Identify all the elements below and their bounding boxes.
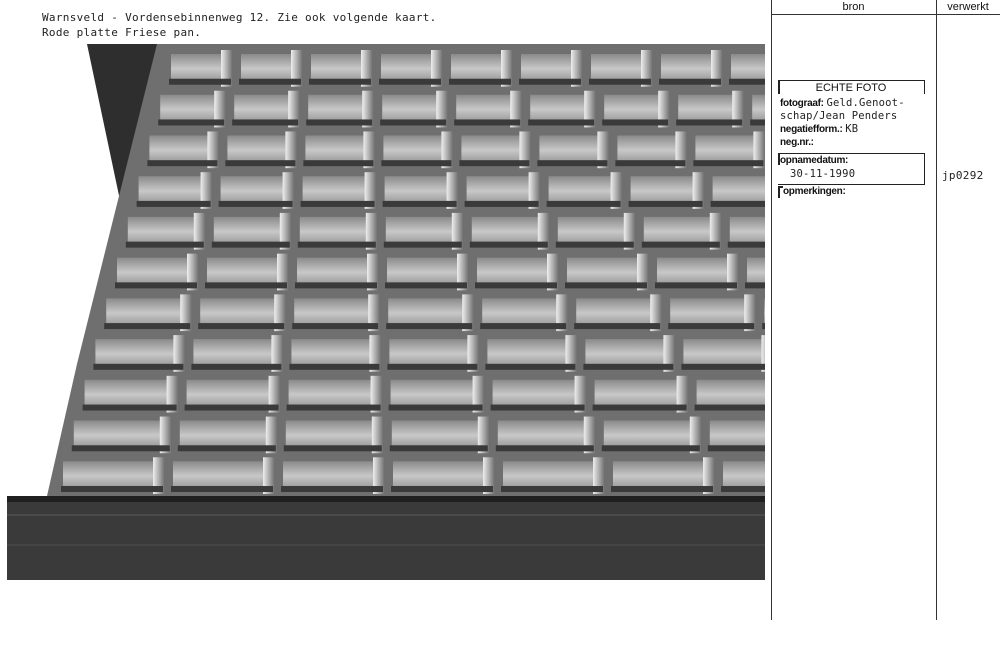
tile-shadow xyxy=(745,282,765,288)
roof-tile xyxy=(477,258,549,285)
column-divider-right xyxy=(936,0,937,620)
tile-shadow xyxy=(126,242,204,248)
roof-tile xyxy=(200,298,276,325)
tile-shadow xyxy=(115,282,197,288)
opnamedatum-label: opnamedatum: xyxy=(780,155,849,166)
tile-shadow xyxy=(72,445,170,451)
tile-shadow xyxy=(491,405,585,411)
tile-shadow xyxy=(284,445,382,451)
tile-shadow xyxy=(459,160,529,166)
tile-shadow xyxy=(496,445,594,451)
roof-tile xyxy=(382,95,438,122)
tile-shadow xyxy=(281,486,383,492)
roof-tile xyxy=(381,54,433,81)
tile-grid xyxy=(61,50,765,494)
roof-tile xyxy=(467,176,531,203)
tile-shadow xyxy=(390,445,488,451)
roof-tile xyxy=(297,258,369,285)
roof-tile xyxy=(657,258,729,285)
roof-tile xyxy=(683,339,763,366)
tile-shadow xyxy=(485,364,575,370)
tile-shadow xyxy=(380,119,446,125)
roof-tile xyxy=(180,421,268,448)
negnr-row xyxy=(780,137,814,149)
roof-tiles-image xyxy=(7,44,765,580)
roof-tile xyxy=(149,135,209,162)
tile-shadow xyxy=(729,79,765,85)
roof-tile xyxy=(723,461,765,488)
header-rule xyxy=(771,14,1000,15)
roof-tile xyxy=(713,176,765,203)
tile-shadow xyxy=(379,79,441,85)
tile-shadow xyxy=(708,445,765,451)
roof-tile xyxy=(503,461,595,488)
stamp-header: ECHTE FOTO xyxy=(778,80,925,94)
opnamedatum-value: 30-11-1990 xyxy=(790,168,856,180)
roof-tile xyxy=(591,54,643,81)
roof-tile xyxy=(631,176,695,203)
roof-tile xyxy=(391,380,475,407)
tile-shadow xyxy=(225,160,295,166)
negatiefform-label: negatiefform.: xyxy=(780,124,843,135)
roof-tiles-photo xyxy=(7,44,765,580)
roof-tile xyxy=(730,217,765,244)
tile-shadow xyxy=(383,201,457,207)
tile-shadow xyxy=(158,119,224,125)
roof-tile xyxy=(482,298,558,325)
tile-shadow xyxy=(602,119,668,125)
tile-shadow xyxy=(676,119,742,125)
gutter-board xyxy=(7,496,765,580)
tile-shadow xyxy=(198,323,284,329)
roof-tile xyxy=(472,217,540,244)
fotograaf-label: fotograaf: xyxy=(780,98,824,109)
tile-shadow xyxy=(470,242,548,248)
roof-tile xyxy=(595,380,679,407)
fotograaf-value: Geld.Genoot- xyxy=(826,97,905,109)
tile-shadow xyxy=(289,364,379,370)
tile-shadow xyxy=(519,79,581,85)
opmerkingen-label: opmerkingen: xyxy=(783,186,846,197)
tile-shadow xyxy=(475,282,557,288)
column-header-verwerkt: verwerkt xyxy=(947,1,989,13)
roof-tile xyxy=(585,339,665,366)
roof-tile xyxy=(385,176,449,203)
tile-shadow xyxy=(93,364,183,370)
roof-tile xyxy=(493,380,577,407)
roof-tile xyxy=(305,135,365,162)
tile-shadow xyxy=(695,405,765,411)
roof-tile xyxy=(392,421,480,448)
roof-tile xyxy=(234,95,290,122)
tile-shadow xyxy=(219,201,293,207)
gutter-edge xyxy=(7,496,765,502)
tile-shadow xyxy=(681,364,765,370)
opmerkingen-bracket xyxy=(778,186,780,198)
roof-tile xyxy=(747,258,765,285)
fotograaf-value-continued: schap/Jean Penders xyxy=(780,110,898,122)
roof-tile xyxy=(498,421,586,448)
tile-shadow xyxy=(711,201,765,207)
roof-tile xyxy=(617,135,677,162)
tile-shadow xyxy=(232,119,298,125)
caption-line-1: Warnsveld - Vordensebinnenweg 12. Zie ook volgende kaart. xyxy=(42,11,437,24)
roof-tile xyxy=(710,421,765,448)
roof-tile xyxy=(283,461,375,488)
roof-tile xyxy=(286,421,374,448)
tile-shadow xyxy=(659,79,721,85)
tile-shadow xyxy=(147,160,217,166)
tile-shadow xyxy=(385,282,467,288)
opmerkingen-row xyxy=(783,186,846,198)
tile-shadow xyxy=(583,364,673,370)
roof-tile xyxy=(521,54,573,81)
roof-tile xyxy=(697,380,765,407)
roof-tile xyxy=(193,339,273,366)
tile-shadow xyxy=(295,282,377,288)
negatiefform-value: KB xyxy=(845,123,859,135)
roof-tile xyxy=(613,461,705,488)
roof-tile xyxy=(187,380,271,407)
roof-tile xyxy=(106,298,182,325)
tile-shadow xyxy=(212,242,290,248)
roof-tile xyxy=(241,54,293,81)
roof-tile xyxy=(604,421,692,448)
tile-shadow xyxy=(589,79,651,85)
verwerkt-code: jp0292 xyxy=(942,169,984,182)
tile-shadow xyxy=(239,79,301,85)
opnamedatum-value-row xyxy=(790,168,855,181)
negatiefform-row xyxy=(780,123,858,136)
negnr-label: neg.nr.: xyxy=(780,137,814,148)
tile-shadow xyxy=(668,323,754,329)
tile-shadow xyxy=(287,405,381,411)
tile-shadow xyxy=(655,282,737,288)
roof-tile xyxy=(389,339,469,366)
roof-tile xyxy=(63,461,155,488)
roof-tile xyxy=(117,258,189,285)
caption xyxy=(42,10,437,40)
tile-shadow xyxy=(381,160,451,166)
roof-tile xyxy=(764,298,765,325)
roof-tile xyxy=(160,95,216,122)
roof-tile xyxy=(604,95,660,122)
tile-shadow xyxy=(574,323,660,329)
roof-tile xyxy=(539,135,599,162)
tile-shadow xyxy=(178,445,276,451)
opnamedatum-row xyxy=(780,155,848,167)
roof-tile xyxy=(456,95,512,122)
roof-tile xyxy=(644,217,712,244)
roof-tile xyxy=(74,421,162,448)
tile-shadow xyxy=(386,323,472,329)
gutter-texture xyxy=(7,514,765,516)
tile-shadow xyxy=(528,119,594,125)
fotograaf-row xyxy=(780,97,905,110)
tile-shadow xyxy=(384,242,462,248)
caption-line-2: Rode platte Friese pan. xyxy=(42,26,202,39)
roof-tile xyxy=(308,95,364,122)
tile-shadow xyxy=(480,323,566,329)
roof-tile xyxy=(576,298,652,325)
roof-tile xyxy=(95,339,175,366)
roof-tile xyxy=(85,380,169,407)
tile-shadow xyxy=(611,486,713,492)
tile-shadow xyxy=(721,486,765,492)
roof-tile xyxy=(289,380,373,407)
roof-tile xyxy=(303,176,367,203)
tile-shadow xyxy=(693,160,763,166)
roof-tile xyxy=(128,217,196,244)
roof-tile xyxy=(383,135,443,162)
tile-shadow xyxy=(449,79,511,85)
roof-tile xyxy=(487,339,567,366)
tile-shadow xyxy=(750,119,765,125)
tile-shadow xyxy=(137,201,211,207)
tile-shadow xyxy=(171,486,273,492)
fotograaf-row-continued xyxy=(780,110,897,123)
tile-shadow xyxy=(465,201,539,207)
roof-tile xyxy=(461,135,521,162)
tile-shadow xyxy=(565,282,647,288)
roof-tile xyxy=(752,95,765,122)
tile-shadow xyxy=(61,486,163,492)
roof-tile xyxy=(171,54,223,81)
roof-tile xyxy=(567,258,639,285)
column-header-bron: bron xyxy=(842,1,865,13)
tile-shadow xyxy=(191,364,281,370)
tile-shadow xyxy=(104,323,190,329)
tile-shadow xyxy=(389,405,483,411)
tile-shadow xyxy=(292,323,378,329)
tile-shadow xyxy=(593,405,687,411)
roof-tile xyxy=(678,95,734,122)
tile-shadow xyxy=(83,405,177,411)
roof-tile xyxy=(530,95,586,122)
roof-tile xyxy=(294,298,370,325)
roof-tile xyxy=(387,258,459,285)
tile-shadow xyxy=(205,282,287,288)
tile-shadow xyxy=(185,405,279,411)
roof-tile xyxy=(670,298,746,325)
roof-tile xyxy=(227,135,287,162)
roof-tile xyxy=(731,54,765,81)
gutter-texture xyxy=(7,544,765,546)
roof-tile xyxy=(214,217,282,244)
tile-shadow xyxy=(556,242,634,248)
tile-shadow xyxy=(387,364,477,370)
roof-tile xyxy=(451,54,503,81)
tile-shadow xyxy=(629,201,703,207)
tile-shadow xyxy=(501,486,603,492)
roof-tile xyxy=(386,217,454,244)
tile-shadow xyxy=(309,79,371,85)
tile-shadow xyxy=(728,242,765,248)
roof-tile xyxy=(549,176,613,203)
roof-tile xyxy=(393,461,485,488)
tile-shadow xyxy=(602,445,700,451)
roof-tile xyxy=(661,54,713,81)
roof-tile xyxy=(388,298,464,325)
tile-shadow xyxy=(169,79,231,85)
tile-shadow xyxy=(762,323,765,329)
roof-tile xyxy=(207,258,279,285)
tile-shadow xyxy=(391,486,493,492)
tile-shadow xyxy=(537,160,607,166)
roof-tile xyxy=(311,54,363,81)
tile-shadow xyxy=(454,119,520,125)
roof-tile xyxy=(139,176,203,203)
tile-shadow xyxy=(306,119,372,125)
tile-shadow xyxy=(615,160,685,166)
tile-shadow xyxy=(298,242,376,248)
tile-shadow xyxy=(547,201,621,207)
roof-tile xyxy=(173,461,265,488)
roof-tile xyxy=(558,217,626,244)
roof-tile xyxy=(300,217,368,244)
tile-shadow xyxy=(301,201,375,207)
roof-tile xyxy=(291,339,371,366)
roof-tile xyxy=(695,135,755,162)
tile-shadow xyxy=(642,242,720,248)
column-divider-left xyxy=(771,0,772,620)
roof-tile xyxy=(221,176,285,203)
tile-shadow xyxy=(303,160,373,166)
